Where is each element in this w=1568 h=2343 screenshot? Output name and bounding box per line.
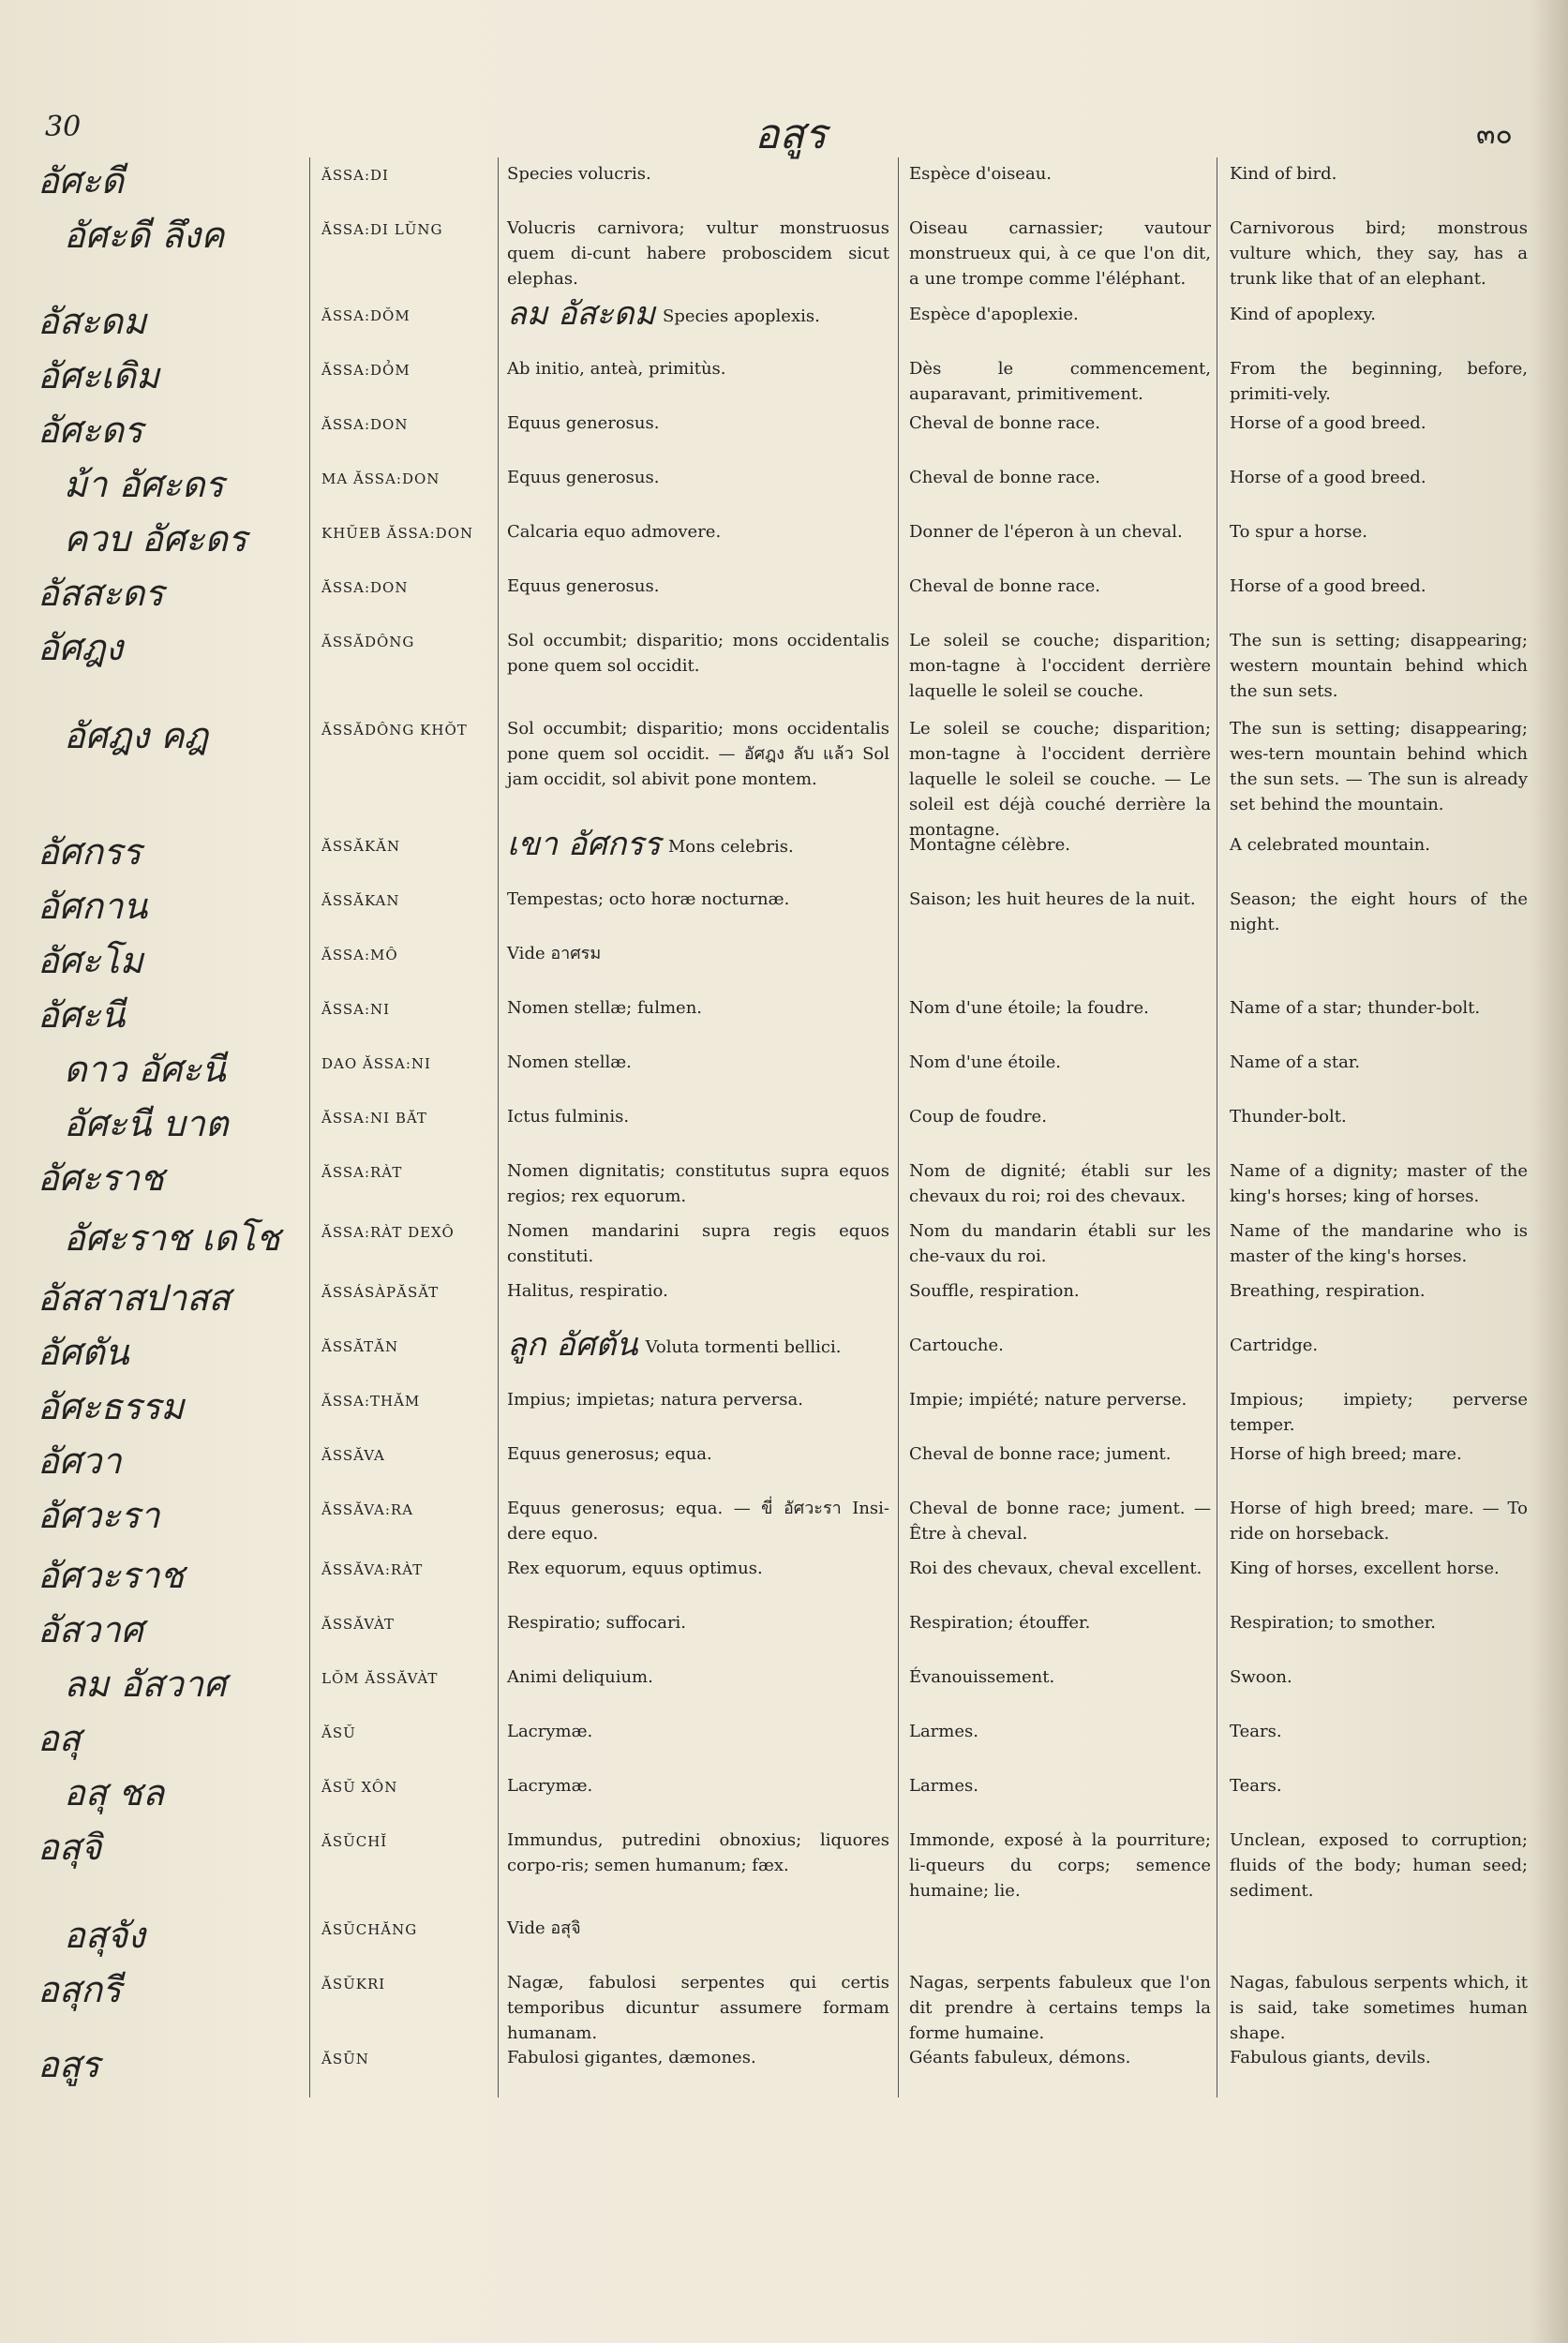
romanization: ĂSŬCHĬ <box>321 1833 388 1850</box>
thai-headword: ม้า อัศะดร <box>64 464 224 505</box>
english-definition: A celebrated mountain. <box>1230 835 1430 855</box>
french-definition: Larmes. <box>909 1776 978 1796</box>
latin-definition <box>507 1387 889 1412</box>
thai-headword: อสุ ชล <box>64 1772 165 1813</box>
thai-headword: อสุ <box>37 1718 82 1759</box>
latin-definition <box>507 1916 889 1941</box>
romanization: ĂSSA:RÀT <box>321 1164 403 1181</box>
english-definition: Thunder-bolt. <box>1230 1107 1347 1127</box>
french-definition: Oiseau carnassier; vautour monstrueux qui, à ce que l'on dit, a une trompe comme l'éléphant. <box>909 218 1211 289</box>
french-definition: Géants fabuleux, démons. <box>909 2048 1131 2067</box>
latin-definition <box>507 1158 889 1209</box>
thai-headword: อสูร <box>37 2044 100 2085</box>
latin-definition <box>507 295 889 333</box>
english-definition: Kind of bird. <box>1230 164 1337 184</box>
latin-text: Sol occumbit; disparitio; mons occidentalis pone quem sol occidit. — อัศฎง ลับ แล้ว Sol jam occidit, sol abivit pone montem. <box>507 719 889 789</box>
latin-text: Fabulosi gigantes, dæmones. <box>507 2048 756 2067</box>
romanization: ĂSSĂDÔNG KHŎT <box>321 722 468 739</box>
french-definition: Souffle, respiration. <box>909 1281 1080 1301</box>
thai-headword: อัศฎง คฎ <box>64 715 209 756</box>
french-definition: Nom d'une étoile. <box>909 1052 1062 1072</box>
french-definition: Cartouche. <box>909 1336 1004 1355</box>
french-definition: Cheval de bonne race; jument. <box>909 1444 1172 1464</box>
english-definition: Tears. <box>1230 1776 1282 1796</box>
english-definition: Nagas, fabulous serpents which, it is said, take sometimes human shape. <box>1230 1973 1528 2043</box>
romanization: ĂSSA:DI LŬNG <box>321 221 443 238</box>
thai-headword: อัศวะรา <box>37 1495 160 1536</box>
french-definition: Cheval de bonne race. <box>909 413 1101 433</box>
latin-text: Vide อสุจิ <box>507 1918 581 1938</box>
latin-text: Sol occumbit; disparitio; mons occidentalis pone quem sol occidit. <box>507 631 889 676</box>
latin-text: Halitus, respiratio. <box>507 1281 668 1301</box>
romanization: ĂSŬ XÔN <box>321 1779 398 1796</box>
thai-headword: อัศะดี ลึงค <box>64 215 225 256</box>
latin-text: Tempestas; octo horæ nocturnæ. <box>507 889 790 909</box>
latin-text: Volucris carnivora; vultur monstruosus quem di-cunt habere proboscidem sicut elephas. <box>507 218 889 289</box>
column-rule-1 <box>309 157 310 2097</box>
romanization: ĂSSA:RÀT DEXÔ <box>321 1224 455 1241</box>
latin-text: Lacrymæ. <box>507 1722 593 1741</box>
column-rule-2 <box>498 157 499 2097</box>
english-definition: Horse of high breed; mare. — To ride on horseback. <box>1230 1499 1528 1544</box>
thai-headword: อัศกรร <box>37 831 142 873</box>
english-definition: Respiration; to smother. <box>1230 1613 1437 1633</box>
latin-definition <box>507 161 889 187</box>
thai-headword: อัศะราช <box>37 1157 164 1199</box>
latin-text: Nomen mandarini supra regis equos constituti. <box>507 1221 889 1266</box>
latin-text: Mons celebris. <box>667 837 794 857</box>
thai-headword: อสุจิ <box>37 1827 102 1868</box>
english-definition: Unclean, exposed to corruption; fluids of the body; human seed; sediment. <box>1230 1830 1528 1901</box>
latin-definition <box>507 1441 889 1467</box>
latin-text: Nomen stellæ; fulmen. <box>507 998 703 1018</box>
latin-text: Ab initio, anteà, primitùs. <box>507 359 726 379</box>
english-definition: Name of a dignity; master of the king's horses; king of horses. <box>1230 1161 1528 1206</box>
romanization: DAO ĂSSA:NI <box>321 1055 431 1072</box>
latin-text: Impius; impietas; natura perversa. <box>507 1390 803 1410</box>
romanization: ĂSSĂKĂN <box>321 838 401 855</box>
latin-definition <box>507 1278 889 1304</box>
thai-headword: อัสวาศ <box>37 1609 143 1650</box>
romanization: ĂSŬKRI <box>321 1976 386 1992</box>
english-definition: Cartridge. <box>1230 1336 1319 1355</box>
page-edge-shadow <box>1531 0 1568 2343</box>
english-definition: Breathing, respiration. <box>1230 1281 1426 1301</box>
latin-text: Species volucris. <box>507 164 651 184</box>
romanization: ĂSSA:NI <box>321 1001 391 1018</box>
latin-definition <box>507 941 889 966</box>
latin-text: Nomen stellæ. <box>507 1052 632 1072</box>
french-definition: Le soleil se couche; disparition; mon-tagne à l'occident derrière laquelle le soleil se couche. — Le soleil est déjà couché derrière la montagne. <box>909 719 1211 840</box>
thai-headword: อัศะนี บาต <box>64 1103 229 1144</box>
thai-headword: อัศวะราช <box>37 1555 185 1596</box>
latin-text: Nagæ, fabulosi serpentes qui certis temporibus dicuntur assumere formam humanam. <box>507 1973 889 2043</box>
french-definition: Coup de foudre. <box>909 1107 1047 1127</box>
latin-thai-example: เขา อัศกรร <box>507 826 661 863</box>
latin-text: Equus generosus. <box>507 413 660 433</box>
english-definition: Carnivorous bird; monstrous vulture which, they say, has a trunk like that of an elephant. <box>1230 218 1528 289</box>
thai-headword: ลม อัสวาศ <box>64 1664 227 1705</box>
latin-definition <box>507 410 889 436</box>
english-definition: Fabulous giants, devils. <box>1230 2048 1431 2067</box>
romanization: ĂSSA:MÔ <box>321 947 398 963</box>
column-rule-3 <box>898 157 899 2097</box>
english-definition: Season; the eight hours of the night. <box>1230 889 1528 934</box>
romanization: ĂSSĂDÔNG <box>321 634 415 650</box>
french-definition: Cheval de bonne race. <box>909 576 1101 596</box>
thai-headword: อัศะราช เดโช <box>64 1217 280 1259</box>
french-definition: Évanouissement. <box>909 1667 1055 1687</box>
english-definition: Name of a star. <box>1230 1052 1361 1072</box>
french-definition: Respiration; étouffer. <box>909 1613 1091 1633</box>
latin-definition <box>507 1050 889 1075</box>
latin-definition <box>507 1326 889 1364</box>
latin-text: Ictus fulminis. <box>507 1107 630 1127</box>
latin-text: Calcaria equo admovere. <box>507 522 722 542</box>
french-definition: Nom du mandarin établi sur les che-vaux du roi. <box>909 1221 1211 1266</box>
romanization: ĂSSA:DỎM <box>321 362 411 379</box>
latin-text: Respiratio; suffocari. <box>507 1613 687 1633</box>
latin-definition <box>507 216 889 291</box>
thai-headword: อัศวา <box>37 1440 122 1482</box>
romanization: ĂSSA:THĂM <box>321 1393 421 1410</box>
page-header <box>0 101 1568 157</box>
latin-definition <box>507 1218 889 1269</box>
romanization: LŎM ĂSSĂVÀT <box>321 1670 439 1687</box>
english-definition: Swoon. <box>1230 1667 1292 1687</box>
latin-definition <box>507 1719 889 1744</box>
latin-definition <box>507 716 889 792</box>
french-definition: Roi des chevaux, cheval excellent. <box>909 1559 1202 1578</box>
english-definition: Name of the mandarine who is master of the king's horses. <box>1230 1221 1528 1266</box>
latin-definition <box>507 1773 889 1798</box>
latin-definition <box>507 1104 889 1129</box>
latin-definition <box>507 826 889 863</box>
english-definition: To spur a horse. <box>1230 522 1367 542</box>
latin-definition <box>507 1828 889 1878</box>
latin-definition <box>507 356 889 381</box>
latin-text: Equus generosus. <box>507 468 660 487</box>
latin-definition <box>507 2045 889 2070</box>
latin-definition <box>507 1496 889 1546</box>
romanization: ĂSŪN <box>321 2051 369 2067</box>
english-definition: Horse of a good breed. <box>1230 576 1426 596</box>
latin-definition <box>507 1970 889 2046</box>
english-definition: King of horses, excellent horse. <box>1230 1559 1500 1578</box>
french-definition: Nagas, serpents fabuleux que l'on dit prendre à certains temps la forme humaine. <box>909 1973 1211 2043</box>
page-number-right: ๓๐ <box>1476 118 1513 151</box>
thai-headword: อัสสะดร <box>37 573 164 614</box>
french-definition: Nom d'une étoile; la foudre. <box>909 998 1149 1018</box>
french-definition: Donner de l'éperon à un cheval. <box>909 522 1183 542</box>
latin-text: Equus generosus. <box>507 576 660 596</box>
romanization: ĂSSĂTĂN <box>321 1338 399 1355</box>
french-definition: Montagne célèbre. <box>909 835 1070 855</box>
thai-headword: ดาว อัศะนี <box>64 1049 226 1090</box>
thai-headword: อัศะเดิม <box>37 355 160 396</box>
romanization: ĂSŬ <box>321 1724 356 1741</box>
english-definition: Impious; impiety; perverse temper. <box>1230 1390 1528 1435</box>
page-number-left: 30 <box>45 111 82 143</box>
romanization: ĂSSA:NI BĂT <box>321 1110 427 1127</box>
latin-text: Voluta tormenti bellici. <box>645 1337 842 1357</box>
thai-headword: อัสะดม <box>37 301 147 342</box>
english-definition: The sun is setting; disappearing; wes-tern mountain behind which the sun sets. — The sun is already set behind the mountain. <box>1230 719 1528 814</box>
english-definition: From the beginning, before, primiti-vely. <box>1230 359 1528 404</box>
romanization: ĂSŬCHĂNG <box>321 1921 418 1938</box>
english-definition: Tears. <box>1230 1722 1282 1741</box>
romanization: ĂSSĂVA:RÀT <box>321 1561 424 1578</box>
french-definition: Espèce d'oiseau. <box>909 164 1053 184</box>
thai-headword: อัศฎง <box>37 627 124 668</box>
french-definition: Nom de dignité; établi sur les chevaux du roi; roi des chevaux. <box>909 1161 1211 1206</box>
thai-headword: อัศะดร <box>37 410 143 451</box>
english-definition: Horse of a good breed. <box>1230 468 1426 487</box>
latin-definition <box>507 465 889 490</box>
thai-headword: อัศะดี <box>37 160 125 201</box>
thai-headword: ควบ อัศะดร <box>64 518 247 560</box>
latin-definition <box>507 1556 889 1581</box>
thai-headword: อัสสาสปาสส <box>37 1277 231 1319</box>
latin-text: Lacrymæ. <box>507 1776 593 1796</box>
french-definition: Immonde, exposé à la pourriture; li-queurs du corps; semence humaine; lie. <box>909 1830 1211 1901</box>
english-definition: The sun is setting; disappearing; western mountain behind which the sun sets. <box>1230 631 1528 701</box>
romanization: ĂSSA:DŎM <box>321 307 411 324</box>
latin-text: Equus generosus; equa. <box>507 1444 712 1464</box>
romanization: ĂSSĂKAN <box>321 892 400 909</box>
thai-headword: อัศะโม <box>37 940 143 981</box>
french-definition: Cheval de bonne race. <box>909 468 1101 487</box>
latin-text: Vide อาศรม <box>507 944 602 963</box>
romanization: ĂSSA:DI <box>321 167 389 184</box>
english-definition: Name of a star; thunder-bolt. <box>1230 998 1481 1018</box>
latin-text: Nomen dignitatis; constitutus supra equos regios; rex equorum. <box>507 1161 889 1206</box>
french-definition: Larmes. <box>909 1722 978 1741</box>
english-definition: Horse of a good breed. <box>1230 413 1426 433</box>
thai-headword: อัศะธรรม <box>37 1386 185 1427</box>
running-head: อสูร <box>754 111 827 158</box>
latin-definition <box>507 887 889 912</box>
latin-definition <box>507 1610 889 1635</box>
french-definition: Saison; les huit heures de la nuit. <box>909 889 1196 909</box>
latin-definition <box>507 1664 889 1690</box>
latin-definition <box>507 628 889 679</box>
romanization: KHŬEB ĂSSA:DON <box>321 525 474 542</box>
french-definition: Le soleil se couche; disparition; mon-tagne à l'occident derrière laquelle le soleil se couche. <box>909 631 1211 701</box>
romanization: ĂSSA:DON <box>321 579 409 596</box>
romanization: ĂSSĂVA:RA <box>321 1501 414 1518</box>
latin-text: Animi deliquium. <box>507 1667 653 1687</box>
romanization: ĂSSA:DON <box>321 416 409 433</box>
french-definition: Dès le commencement, auparavant, primitivement. <box>909 359 1211 404</box>
latin-text: Species apoplexis. <box>662 306 820 326</box>
thai-headword: อสุกรี <box>37 1969 122 2010</box>
english-definition: Horse of high breed; mare. <box>1230 1444 1462 1464</box>
latin-definition <box>507 574 889 599</box>
thai-headword: อัศะนี <box>37 994 126 1036</box>
latin-thai-example: ลูก อัศตัน <box>507 1326 638 1364</box>
latin-definition <box>507 995 889 1021</box>
romanization: ĂSSÁSÀPĂSĂT <box>321 1284 440 1301</box>
thai-headword: อัศกาน <box>37 886 148 927</box>
romanization: ĂSSĂVÀT <box>321 1616 396 1633</box>
latin-thai-example: ลม อัสะดม <box>507 295 655 333</box>
thai-headword: อสุจัง <box>64 1915 145 1956</box>
latin-definition <box>507 519 889 545</box>
thai-headword: อัศตัน <box>37 1332 129 1373</box>
english-definition: Kind of apoplexy. <box>1230 305 1376 324</box>
french-definition: Impie; impiété; nature perverse. <box>909 1390 1187 1410</box>
romanization: MA ĂSSA:DON <box>321 470 441 487</box>
romanization: ĂSSĂVA <box>321 1447 385 1464</box>
french-definition: Cheval de bonne race; jument. — Être à cheval. <box>909 1499 1211 1544</box>
latin-text: Equus generosus; equa. — ขี่ อัศวะรา Insi-dere equo. <box>507 1499 889 1544</box>
latin-text: Immundus, putredini obnoxius; liquores corpo-ris; semen humanum; fæx. <box>507 1830 889 1875</box>
french-definition: Espèce d'apoplexie. <box>909 305 1079 324</box>
latin-text: Rex equorum, equus optimus. <box>507 1559 763 1578</box>
